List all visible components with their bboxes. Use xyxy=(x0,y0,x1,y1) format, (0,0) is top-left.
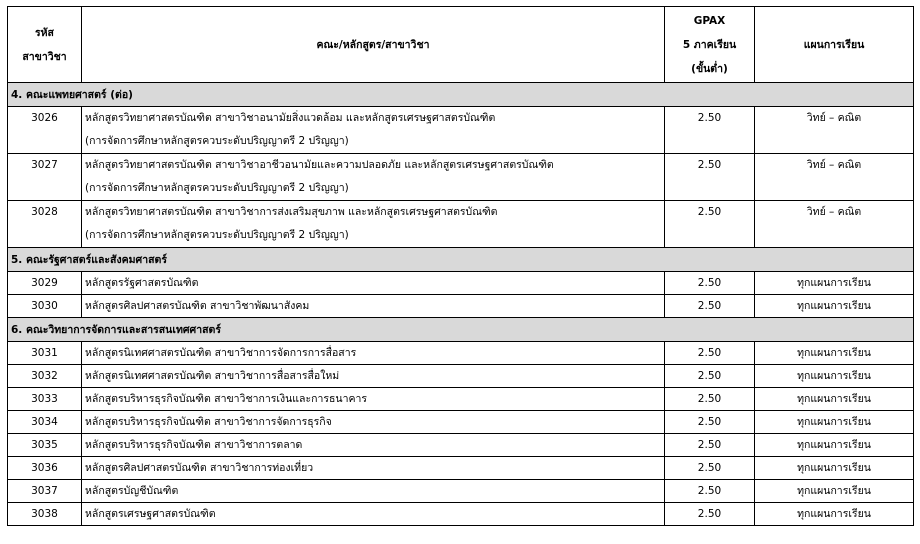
program-code: 3028 xyxy=(8,201,82,248)
section-title: 5. คณะรัฐศาสตร์และสังคมศาสตร์ xyxy=(8,248,914,272)
study-plan: ทุกแผนการเรียน xyxy=(755,365,914,388)
header-code-line2: สาขาวิชา xyxy=(22,50,67,63)
gpax-value: 2.50 xyxy=(665,107,755,154)
section-row xyxy=(8,83,914,107)
table-row xyxy=(8,272,914,295)
program-name-cell xyxy=(82,365,665,388)
gpax-value: 2.50 xyxy=(665,201,755,248)
gpax-value: 2.50 xyxy=(665,365,755,388)
program-name: หลักสูตรบริหารธุรกิจบัณฑิต สาขาวิชาการจัดการธุรกิจ xyxy=(85,416,332,428)
table-row xyxy=(8,388,914,411)
table-row xyxy=(8,365,914,388)
table-row xyxy=(8,434,914,457)
study-plan: ทุกแผนการเรียน xyxy=(755,503,914,526)
program-code: 3038 xyxy=(8,503,82,526)
table-row xyxy=(8,503,914,526)
program-name: หลักสูตรวิทยาศาสตรบัณฑิต สาขาวิชาอนามัยสิ่งแวดล้อม และหลักสูตรเศรษฐศาสตรบัณฑิต xyxy=(85,112,496,124)
gpax-value: 2.50 xyxy=(665,342,755,365)
gpax-value: 2.50 xyxy=(665,388,755,411)
header-code xyxy=(8,7,82,83)
header-gpax xyxy=(665,7,755,83)
section-row xyxy=(8,248,914,272)
table-header xyxy=(8,7,914,83)
study-plan: ทุกแผนการเรียน xyxy=(755,457,914,480)
program-name: หลักสูตรนิเทศศาสตรบัณฑิต สาขาวิชาการสื่อสารสื่อใหม่ xyxy=(85,370,340,382)
gpax-value: 2.50 xyxy=(665,480,755,503)
program-name-cell xyxy=(82,154,665,201)
program-name: หลักสูตรศิลปศาสตรบัณฑิต สาขาวิชาพัฒนาสังคม xyxy=(85,300,310,312)
program-name-cell xyxy=(82,411,665,434)
gpax-value: 2.50 xyxy=(665,295,755,318)
program-name: หลักสูตรรัฐศาสตรบัณฑิต xyxy=(85,277,199,289)
study-plan: วิทย์ – คณิต xyxy=(755,154,914,201)
program-code: 3035 xyxy=(8,434,82,457)
study-plan: ทุกแผนการเรียน xyxy=(755,342,914,365)
program-code: 3032 xyxy=(8,365,82,388)
program-name-cell xyxy=(82,457,665,480)
program-name-cell xyxy=(82,503,665,526)
header-program: คณะ/หลักสูตร/สาขาวิชา xyxy=(82,7,665,83)
table-row xyxy=(8,154,914,201)
section-row xyxy=(8,318,914,342)
header-gpax-line2: 5 ภาคเรียน xyxy=(682,38,737,51)
program-name: หลักสูตรบริหารธุรกิจบัณฑิต สาขาวิชาการเงินและการธนาคาร xyxy=(85,393,368,405)
gpax-value: 2.50 xyxy=(665,503,755,526)
section-title: 6. คณะวิทยาการจัดการและสารสนเทศศาสตร์ xyxy=(8,318,914,342)
program-name-cell xyxy=(82,480,665,503)
program-name-cell xyxy=(82,295,665,318)
program-name-cell xyxy=(82,272,665,295)
header-code-line1: รหัส xyxy=(35,26,54,39)
section-title: 4. คณะแพทยศาสตร์ (ต่อ) xyxy=(8,83,914,107)
header-plan: แผนการเรียน xyxy=(755,7,914,83)
program-code: 3030 xyxy=(8,295,82,318)
study-plan: ทุกแผนการเรียน xyxy=(755,295,914,318)
program-code: 3031 xyxy=(8,342,82,365)
table-row xyxy=(8,107,914,154)
table-row xyxy=(8,411,914,434)
program-code: 3026 xyxy=(8,107,82,154)
gpax-value: 2.50 xyxy=(665,411,755,434)
program-name-cell xyxy=(82,201,665,248)
program-name: หลักสูตรเศรษฐศาสตรบัณฑิต xyxy=(85,508,216,520)
gpax-value: 2.50 xyxy=(665,457,755,480)
program-name-cell xyxy=(82,107,665,154)
program-code: 3033 xyxy=(8,388,82,411)
program-name: หลักสูตรวิทยาศาสตรบัณฑิต สาขาวิชาอาชีวอนามัยและความปลอดภัย และหลักสูตรเศรษฐศาสตรบัณฑิต xyxy=(85,159,554,171)
program-name: หลักสูตรนิเทศศาสตรบัณฑิต สาขาวิชาการจัดการการสื่อสาร xyxy=(85,347,357,359)
study-plan: ทุกแผนการเรียน xyxy=(755,272,914,295)
header-gpax-line1: GPAX xyxy=(693,14,726,27)
program-code: 3027 xyxy=(8,154,82,201)
table-row xyxy=(8,342,914,365)
program-table xyxy=(7,6,914,526)
program-name: หลักสูตรบริหารธุรกิจบัณฑิต สาขาวิชาการตลาด xyxy=(85,439,303,451)
study-plan: วิทย์ – คณิต xyxy=(755,107,914,154)
study-plan: ทุกแผนการเรียน xyxy=(755,388,914,411)
program-code: 3034 xyxy=(8,411,82,434)
table-row xyxy=(8,295,914,318)
table-row xyxy=(8,480,914,503)
program-name: หลักสูตรศิลปศาสตรบัณฑิต สาขาวิชาการท่องเที่ยว xyxy=(85,462,314,474)
gpax-value: 2.50 xyxy=(665,154,755,201)
table-body xyxy=(8,83,914,526)
program-code: 3036 xyxy=(8,457,82,480)
program-code: 3037 xyxy=(8,480,82,503)
study-plan: ทุกแผนการเรียน xyxy=(755,434,914,457)
study-plan: ทุกแผนการเรียน xyxy=(755,480,914,503)
table-row xyxy=(8,457,914,480)
program-name-cell xyxy=(82,342,665,365)
study-plan: ทุกแผนการเรียน xyxy=(755,411,914,434)
program-note: (การจัดการศึกษาหลักสูตรควบระดับปริญญาตรี 2 ปริญญา) xyxy=(85,229,349,241)
program-code: 3029 xyxy=(8,272,82,295)
study-plan: วิทย์ – คณิต xyxy=(755,201,914,248)
program-name-cell xyxy=(82,434,665,457)
program-note: (การจัดการศึกษาหลักสูตรควบระดับปริญญาตรี 2 ปริญญา) xyxy=(85,135,349,147)
gpax-value: 2.50 xyxy=(665,434,755,457)
header-gpax-line3: (ขั้นต่ำ) xyxy=(691,62,728,75)
gpax-value: 2.50 xyxy=(665,272,755,295)
program-name-cell xyxy=(82,388,665,411)
table-row xyxy=(8,201,914,248)
program-note: (การจัดการศึกษาหลักสูตรควบระดับปริญญาตรี 2 ปริญญา) xyxy=(85,182,349,194)
program-name: หลักสูตรวิทยาศาสตรบัณฑิต สาขาวิชาการส่งเสริมสุขภาพ และหลักสูตรเศรษฐศาสตรบัณฑิต xyxy=(85,206,498,218)
program-name: หลักสูตรบัญชีบัณฑิต xyxy=(85,485,179,497)
